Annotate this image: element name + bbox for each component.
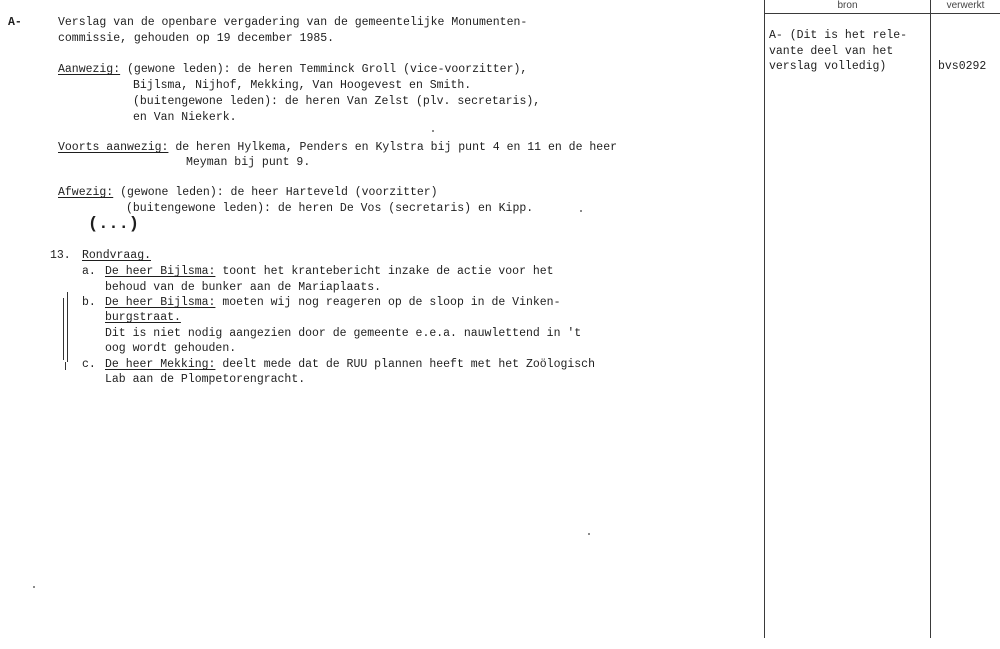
column-header-verwerkt: verwerkt (946, 0, 985, 11)
aanwezig-label: Aanwezig: (58, 63, 121, 76)
table-rule-middle (930, 0, 931, 638)
afwezig-line-1 (58, 185, 438, 201)
paper-speck (588, 533, 590, 535)
item-c-letter: c. (82, 358, 96, 371)
item-b-speaker: De heer Bijlsma: (105, 296, 216, 309)
aanwezig-line-1 (58, 62, 527, 78)
item-b-line-2: burgstraat. (105, 311, 181, 324)
item-b-line-4: oog wordt gehouden. (105, 342, 237, 355)
afwezig-text: (gewone leden): de heer Harteveld (voorzitter) (113, 186, 438, 199)
voorts-text: de heren Hylkema, Penders en Kylstra bij punt 4 en 11 en de heer (168, 141, 617, 154)
item-a-speaker: De heer Bijlsma: (105, 265, 216, 278)
voorts-label: Voorts aanwezig: (58, 141, 169, 154)
item-b-line-1 (105, 295, 560, 311)
item-a-text: toont het krantebericht inzake de actie voor het (215, 265, 554, 278)
item-b-letter: b. (82, 296, 96, 309)
afwezig-line-2: (buitengewone leden): de heren De Vos (secretaris) en Kipp. (126, 202, 534, 215)
source-note-line-3: verslag volledig) (769, 60, 887, 73)
aanwezig-line-3: (buitengewone leden): de heren Van Zelst (plv. secretaris), (133, 95, 541, 108)
paper-speck (580, 210, 582, 212)
item-b-line-3: Dit is niet nodig aangezien door de gemeente e.e.a. nauwlettend in 't (105, 327, 582, 340)
afwezig-label: Afwezig: (58, 186, 114, 199)
item-b-text: moeten wij nog reageren op de sloop in de Vinken- (215, 296, 561, 309)
aanwezig-line-4: en Van Niekerk. (133, 111, 237, 124)
voorts-line-1 (58, 140, 617, 156)
aanwezig-text: (gewone leden): de heren Temminck Groll (vice-voorzitter), (120, 63, 528, 76)
table-header-rule (764, 13, 1000, 14)
paper-speck (432, 130, 434, 132)
item-a-line-2: behoud van de bunker aan de Mariaplaats. (105, 281, 382, 294)
margin-mark-bar (65, 362, 66, 370)
voorts-line-2: Meyman bij punt 9. (186, 156, 311, 169)
item-a-line-1 (105, 264, 554, 280)
report-title-line-1: Verslag van de openbare vergadering van de gemeentelijke Monumenten- (58, 16, 528, 29)
margin-mark-bar (67, 292, 68, 362)
item-c-text: deelt mede dat de RUU plannen heeft met het Zoölogisch (215, 358, 595, 371)
processed-code: bvs0292 (938, 60, 987, 73)
column-header-bron: bron (837, 0, 858, 11)
report-title-line-2: commissie, gehouden op 19 december 1985. (58, 32, 335, 45)
aanwezig-line-2: Bijlsma, Nijhof, Mekking, Van Hoogevest en Smith. (133, 79, 472, 92)
omission-ellipsis: (...) (88, 215, 140, 234)
margin-mark-bar (63, 298, 64, 360)
agenda-item-number: 13. (50, 249, 71, 262)
agenda-item-title: Rondvraag. (82, 249, 152, 262)
item-c-line-1 (105, 357, 595, 373)
paper-speck (33, 586, 35, 588)
source-note-line-2: vante deel van het (769, 45, 894, 58)
section-marker: A- (8, 16, 22, 29)
item-c-speaker: De heer Mekking: (105, 358, 216, 371)
source-note-line-1: A- (Dit is het rele- (769, 29, 908, 42)
item-a-letter: a. (82, 265, 96, 278)
item-c-line-2: Lab aan de Plompetorengracht. (105, 373, 306, 386)
table-rule-left (764, 0, 765, 638)
